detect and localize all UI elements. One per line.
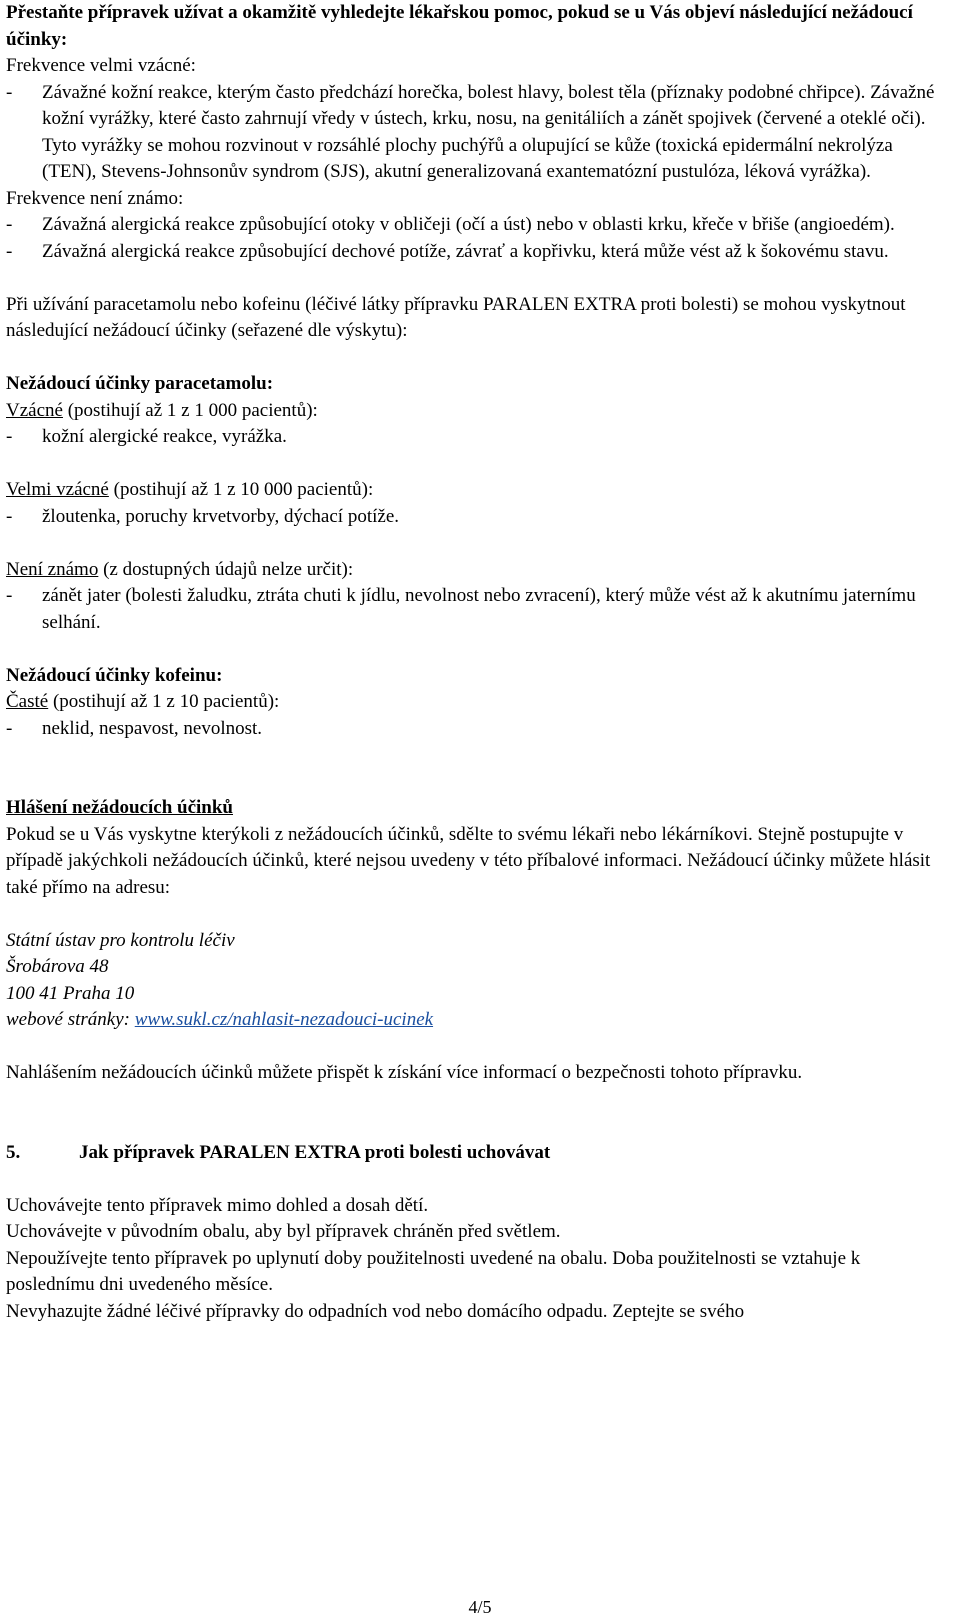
reporting-text: Pokud se u Vás vyskytne kterýkoli z nežádoucích účinků, sdělte to svému lékaři nebo lékárníkovi. Stejně postupujte v případě jakýchkoli nežádoucích účinků, které nejsou uvedeny v této příbalové informaci. Nežádoucí účinky můžete hlásit také přímo na adresu: xyxy=(6,823,931,898)
address-line-city: 100 41 Praha 10 xyxy=(6,982,135,1004)
section-number: 5. xyxy=(6,1141,21,1163)
paracetamol-heading: Nežádoucí účinky paracetamolu: xyxy=(6,373,274,394)
dash-marker: - xyxy=(6,717,13,739)
section-5-heading xyxy=(6,1140,938,1167)
paracetamol-rare-label xyxy=(6,398,938,425)
stop-warning: Přestaňte přípravek užívat a okamžitě vyhledejte lékařskou pomoc, pokud se u Vás objeví následující nežádoucí účinky: xyxy=(6,2,913,50)
web-label: webové stránky: xyxy=(6,1009,135,1030)
frequency-unknown-label: Frekvence není známo: xyxy=(6,187,184,209)
storage-line: Nevyhazujte žádné léčivé přípravky do odpadních vod nebo domácího odpadu. Zeptejte se svého xyxy=(6,1300,745,1322)
page-number: 4/5 xyxy=(468,1597,492,1617)
storage-line: Uchovávejte v původním obalu, aby byl přípravek chráněn před světlem. xyxy=(6,1221,561,1242)
address-web xyxy=(6,1007,938,1034)
paracetamol-very-rare-label xyxy=(6,477,938,504)
effect-text: zánět jater (bolesti žaludku, ztráta chuti k jídlu, nevolnost nebo zvracení), který může vést až k akutnímu jaternímu selhání. xyxy=(42,585,916,633)
reporting-closing: Nahlášením nežádoucích účinků můžete přispět k získání více informací o bezpečnosti tohoto přípravku. xyxy=(6,1062,803,1083)
list-item xyxy=(6,583,938,636)
effect-text: neklid, nespavost, nevolnost. xyxy=(42,717,263,739)
storage-line: Nepoužívejte tento přípravek po uplynutí doby použitelnosti uvedené na obalu. Doba použitelnosti se vztahuje k poslednímu dni uvedeného měsíce. xyxy=(6,1247,861,1295)
frequency-term: Vzácné xyxy=(6,399,63,421)
section-title: Jak přípravek PARALEN EXTRA proti bolesti uchovávat xyxy=(79,1141,551,1163)
list-item xyxy=(6,239,938,266)
unknown-effect-text: Závažná alergická reakce způsobující dechové potíže, závrať a kopřivku, která může vést až k šokovému stavu. xyxy=(42,240,889,262)
frequency-term: Časté xyxy=(6,691,49,712)
dash-marker: - xyxy=(6,240,13,262)
sukl-report-link[interactable]: www.sukl.cz/nahlasit-nezadouci-ucinek xyxy=(134,1009,434,1030)
list-item xyxy=(6,504,938,531)
frequency-detail: (postihují až 1 z 1 000 pacientů): xyxy=(62,399,318,421)
frequency-term: Není známo xyxy=(6,558,99,580)
dash-marker: - xyxy=(6,505,13,527)
address-line-institution: Státní ústav pro kontrolu léčiv xyxy=(6,929,235,951)
caffeine-heading: Nežádoucí účinky kofeinu: xyxy=(6,664,223,686)
storage-line: Uchovávejte tento přípravek mimo dohled a dosah dětí. xyxy=(6,1194,429,1216)
document-page xyxy=(6,0,938,1325)
list-item xyxy=(6,212,938,239)
very-rare-effect-text: Závažné kožní reakce, kterým často předchází horečka, bolest hlavy, bolest těla (příznaky podobné chřipce). Závažné kožní vyrážky, které často zahrnují vředy v ústech, krku, nosu, na genitáliích a zánět spojivek (červené a oteklé oči). Tyto vyrážky se mohou rozvinout v rozsáhlé plochy puchýřů a olupující se kůže (toxická epidermální nekrolýza (TEN), Stevens-Johnsonův syndrom (SJS), akutní generalizovaná exantematózní pustulóza, léková vyrážka). xyxy=(42,81,935,182)
dash-marker: - xyxy=(6,81,13,103)
effect-text: žloutenka, poruchy krvetvorby, dýchací potíže. xyxy=(42,505,400,527)
dash-marker: - xyxy=(6,214,13,235)
dash-marker: - xyxy=(6,585,13,606)
unknown-effect-text: Závažná alergická reakce způsobující otoky v obličeji (očí a úst) nebo v oblasti krku, křeče v břiše (angioedém). xyxy=(42,214,895,235)
frequency-detail: (z dostupných údajů nelze určit): xyxy=(98,558,354,580)
frequency-very-rare-label: Frekvence velmi vzácné: xyxy=(6,55,196,76)
reporting-heading: Hlášení nežádoucích účinků xyxy=(6,797,233,818)
usage-note: Při užívání paracetamolu nebo kofeinu (léčivé látky přípravku PARALEN EXTRA proti bolesti) se mohou vyskytnout následující nežádoucí účinky (seřazené dle výskytu): xyxy=(6,293,906,341)
list-item xyxy=(6,80,938,186)
frequency-detail: (postihují až 1 z 10 000 pacientů): xyxy=(108,479,374,500)
frequency-detail: (postihují až 1 z 10 pacientů): xyxy=(48,691,280,712)
list-item xyxy=(6,716,938,743)
frequency-term: Velmi vzácné xyxy=(6,479,109,500)
caffeine-common-label xyxy=(6,689,938,716)
address-line-street: Šrobárova 48 xyxy=(6,956,109,977)
dash-marker: - xyxy=(6,426,13,447)
effect-text: kožní alergické reakce, vyrážka. xyxy=(42,426,287,447)
list-item xyxy=(6,424,938,451)
paracetamol-unknown-label xyxy=(6,557,938,584)
